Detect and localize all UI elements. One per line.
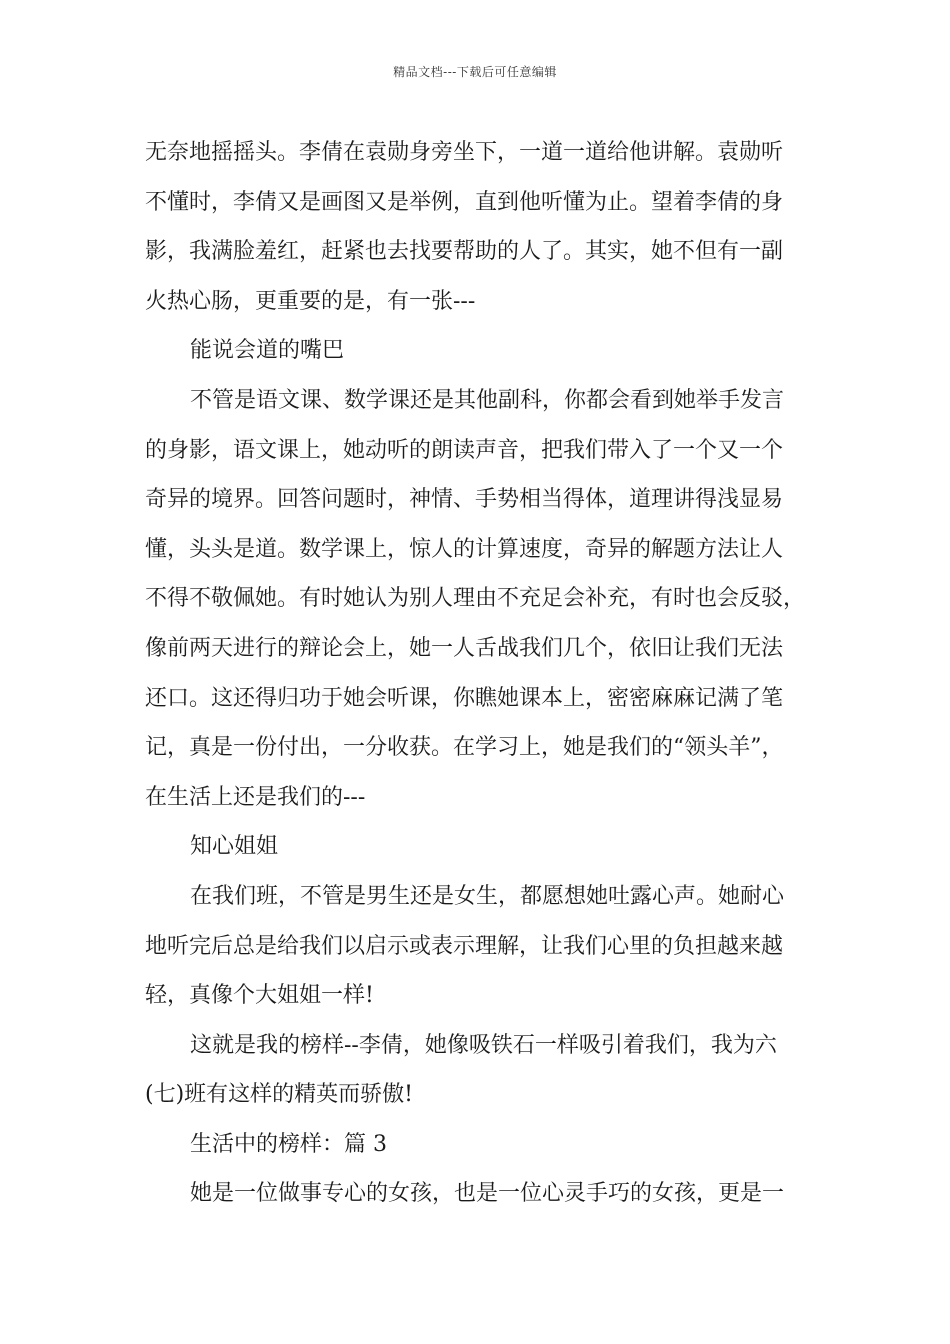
- page-header: 精品文档---下载后可任意编辑: [393, 65, 557, 79]
- text-line: 奇异的境界。回答问题时，神情、手势相当得体，道理讲得浅显易: [145, 487, 784, 513]
- text-line: 知心姐姐: [190, 834, 279, 860]
- text-line: 她是一位做事专心的女孩，也是一位心灵手巧的女孩，更是一: [190, 1181, 785, 1207]
- text-line: 地听完后总是给我们以启示或表示理解，让我们心里的负担越来越: [145, 933, 784, 959]
- text-line: 能说会道的嘴巴: [190, 338, 345, 364]
- text-line: 轻，真像个大姐姐一样!: [145, 983, 374, 1009]
- text-line: (七)班有这样的精英而骄傲!: [145, 1082, 414, 1108]
- text-line: 不得不敬佩她。有时她认为别人理由不充足会补充，有时也会反驳，: [145, 586, 806, 612]
- text-line: 无奈地摇摇头。李倩在袁勋身旁坐下，一道一道给他讲解。袁勋听: [145, 140, 784, 165]
- text-line: 在我们班，不管是男生还是女生，都愿想她吐露心声。她耐心: [190, 883, 785, 909]
- text-line: 在生活上还是我们的---: [145, 784, 366, 810]
- text-line: 影，我满脸羞红，赶紧也去找要帮助的人了。其实，她不但有一副: [145, 239, 784, 265]
- document-body: [145, 128, 825, 1219]
- text-line: 火热心肠，更重要的是，有一张---: [145, 288, 476, 314]
- text-line: 还口。这还得归功于她会听课，你瞧她课本上，密密麻麻记满了笔: [145, 685, 784, 711]
- text-line: 这就是我的榜样--李倩，她像吸铁石一样吸引着我们，我为六: [190, 1032, 777, 1058]
- text-line: 不懂时，李倩又是画图又是举例，直到他听懂为止。望着李倩的身: [145, 189, 784, 215]
- text-line: 记，真是一份付出，一分收获。在学习上，她是我们的“领头羊”，: [145, 735, 784, 761]
- text-line: 不管是语文课、数学课还是其他副科，你都会看到她举手发言: [190, 387, 785, 413]
- text-line: 懂，头头是道。数学课上，惊人的计算速度，奇异的解题方法让人: [145, 536, 784, 562]
- text-line: 的身影，语文课上，她动听的朗读声音，把我们带入了一个又一个: [145, 437, 784, 463]
- text-line: 像前两天进行的辩论会上，她一人舌战我们几个，依旧让我们无法: [145, 635, 784, 661]
- text-line: 生活中的榜样：篇 3: [190, 1131, 387, 1157]
